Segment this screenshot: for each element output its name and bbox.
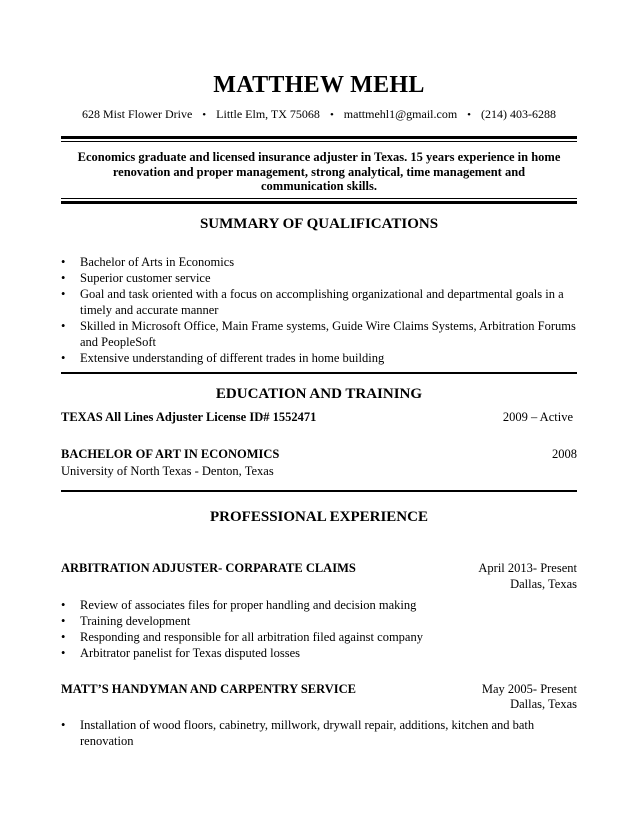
job-date: May 2005- Present [481,682,577,696]
education-detail: University of North Texas - Denton, Texas [61,464,274,478]
divider [61,490,577,492]
summary-line: communication skills. [261,179,377,193]
education-entry [61,447,577,462]
education-date: 2009 – Active [502,410,573,424]
divider [61,141,577,142]
job-date: April 2013- Present [478,561,577,575]
job-location: Dallas, Texas [510,697,577,711]
divider [61,201,577,204]
bullet-separator-icon: • [202,109,207,121]
list-item: • Bachelor of Arts in Economics [61,254,581,270]
contact-address: 628 Mist Flower Drive [81,107,193,121]
resume-name: MATTHEW MEHL [213,72,425,98]
education-name: BACHELOR OF ART IN ECONOMICS [61,447,280,461]
list-item: • Review of associates files for proper handling and decision making [61,597,581,613]
job-duties-list [61,597,581,661]
job-entry [61,682,577,697]
profile-summary [61,150,577,194]
list-item: • Superior customer service [61,270,581,286]
list-item: • Arbitrator panelist for Texas disputed losses [61,645,581,661]
job-title: MATT’S HANDYMAN AND CARPENTRY SERVICE [61,682,356,696]
divider [61,198,577,199]
summary-line: renovation and proper management, strong analytical, time management and [112,164,526,179]
contact-phone: (214) 403-6288 [481,107,557,121]
divider [61,372,577,374]
contact-email[interactable]: mattmehl1@gmail.com [343,107,458,121]
list-item: • Installation of wood floors, cabinetry, millwork, drywall repair, additions, kitchen and bath renovation [61,717,551,749]
summary-line: Economics graduate and licensed insurance adjuster in Texas. 15 years experience in home [77,150,561,164]
contact-line [0,107,638,122]
job-location: Dallas, Texas [510,577,577,591]
job-duties-list [61,717,551,749]
job-title: ARBITRATION ADJUSTER- CORPARATE CLAIMS [61,561,356,575]
section-title-qualifications: SUMMARY OF QUALIFICATIONS [199,216,439,232]
list-item: • Training development [61,613,581,629]
contact-city: Little Elm, TX 75068 [216,107,320,121]
education-entry [61,410,577,425]
bullet-separator-icon: • [467,109,472,121]
list-item: • Goal and task oriented with a focus on accomplishing organizational and departmental goals in a timely and accurate manner [61,286,581,318]
section-title-experience: PROFESSIONAL EXPERIENCE [210,509,428,525]
qualifications-list [61,254,581,366]
list-item: • Skilled in Microsoft Office, Main Frame systems, Guide Wire Claims Systems, Arbitration Forums and PeopleSoft [61,318,581,350]
education-name: TEXAS All Lines Adjuster License ID# 1552471 [61,410,317,424]
bullet-separator-icon: • [329,109,334,121]
education-date: 2008 [552,447,577,461]
section-title-education: EDUCATION AND TRAINING [215,386,423,402]
list-item: • Extensive understanding of different trades in home building [61,350,581,366]
divider [61,136,577,139]
list-item: • Responding and responsible for all arbitration filed against company [61,629,581,645]
job-entry [61,561,577,576]
